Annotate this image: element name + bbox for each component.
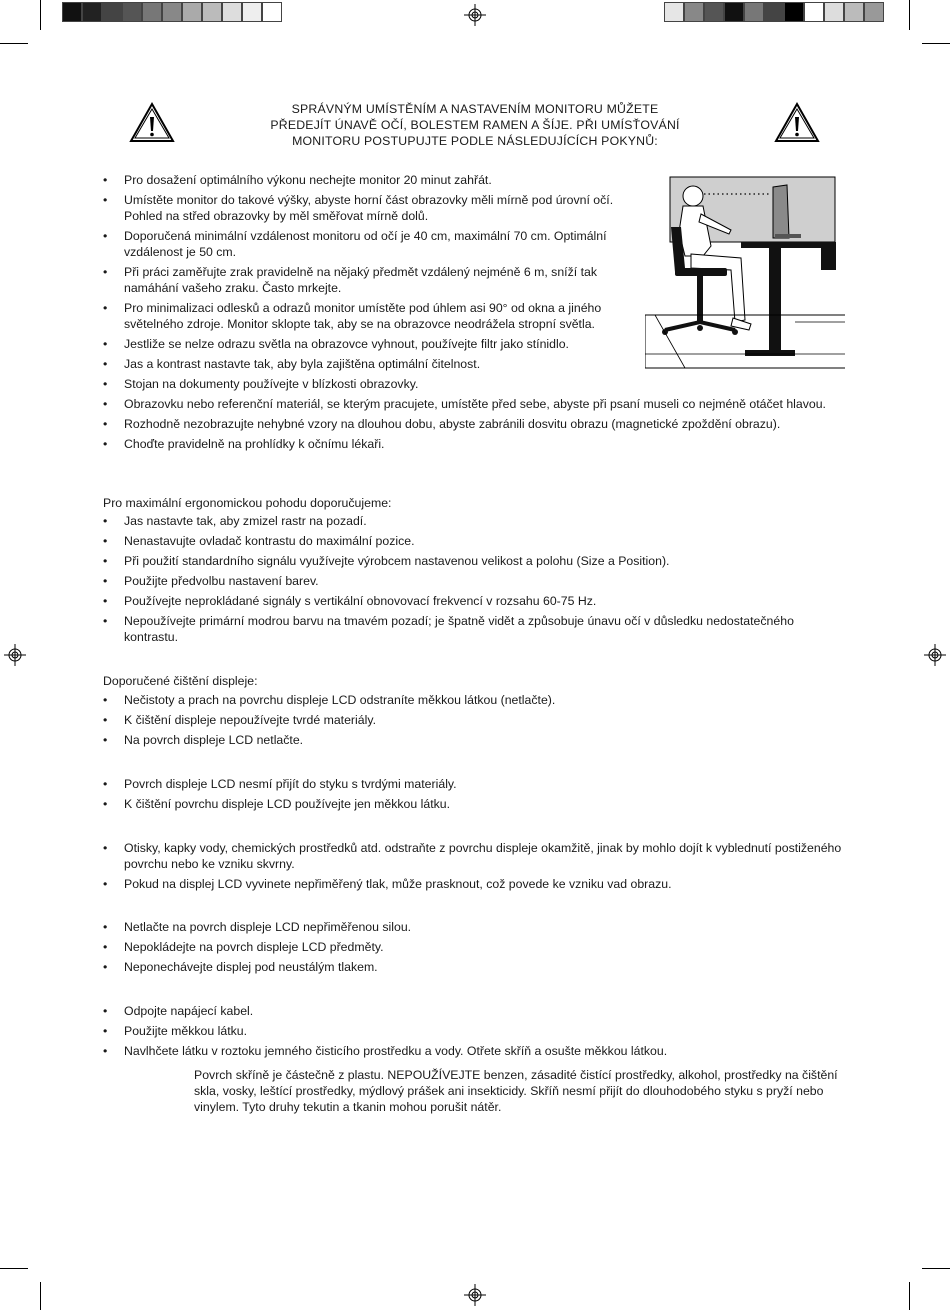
list-item: • Umístěte monitor do takové výšky, abyste horní část obrazovky měli mírně pod úrovní očí. Pohled na střed obrazovky by měl směřovat mírně dolů. [103, 192, 644, 224]
registration-mark-icon [464, 1284, 486, 1306]
list-item: • Nenastavujte ovladač kontrastu do maximální pozice. [103, 533, 843, 549]
list-item: • Nepokládejte na povrch displeje LCD předměty. [103, 939, 843, 955]
warning-triangle-icon [129, 101, 175, 143]
list-item: • Pro minimalizaci odlesků a odrazů monitor umístěte pod úhlem asi 90° od okna a jiného světelného zdroje. Monitor sklopte tak, aby se na obrazovce neodrážela stropní světla. [103, 300, 644, 332]
color-swatch [704, 2, 724, 22]
list-item: • Stojan na dokumenty používejte v blízkosti obrazovky. [103, 376, 838, 392]
warning-heading-line: MONITORU POSTUPUJTE PODLE NÁSLEDUJÍCÍCH POKYNŮ: [292, 134, 658, 148]
crop-mark [0, 1268, 28, 1269]
list-item: • Nečistoty a prach na povrchu displeje LCD odstraníte měkkou látkou (netlačte). [103, 692, 843, 708]
color-swatch [844, 2, 864, 22]
list-item: • Jestliže se nelze odrazu světla na obrazovce vyhnout, používejte filtr jako stínidlo. [103, 336, 644, 352]
cleaning-list-3 [103, 840, 843, 896]
list-item: • Povrch displeje LCD nesmí přijít do styku s tvrdými materiály. [103, 776, 843, 792]
list-item: • Používejte neprokládané signály s vertikální obnovovací frekvencí v rozsahu 60-75 Hz. [103, 593, 843, 609]
warning-heading [250, 101, 700, 149]
list-item: • K čištění povrchu displeje LCD používejte jen měkkou látku. [103, 796, 843, 812]
color-swatch [764, 2, 784, 22]
list-item: • Pokud na displej LCD vyvinete nepřiměřený tlak, může prasknout, což povede ke vzniku vad obrazu. [103, 876, 843, 892]
list-item: • Otisky, kapky vody, chemických prostředků atd. odstraňte z povrchu displeje okamžitě, jinak by mohlo dojít k vyblednutí postiženého povrchu nebo ke vzniku skvrny. [103, 840, 843, 872]
color-swatch [162, 2, 182, 22]
list-item: • Použijte měkkou látku. [103, 1023, 843, 1039]
crop-mark [40, 0, 41, 30]
crop-mark [909, 0, 910, 30]
color-swatch [824, 2, 844, 22]
list-item: • Obrazovku nebo referenční materiál, se kterým pracujete, umístěte před sebe, abyste při psaní museli co nejméně otáčet hlavou. [103, 396, 838, 412]
list-item: • Choďte pravidelně na prohlídky k očnímu lékaři. [103, 436, 838, 452]
cleaning-list-2 [103, 776, 843, 816]
list-item: • Neponechávejte displej pod neustálým tlakem. [103, 959, 843, 975]
registration-mark-icon [4, 644, 26, 666]
warning-triangle-icon [774, 101, 820, 143]
warning-heading-line: PŘEDEJÍT ÚNAVĚ OČÍ, BOLESTEM RAMEN A ŠÍJE. PŘI UMÍSŤOVÁNÍ [270, 118, 680, 132]
list-item: • Při práci zaměřujte zrak pravidelně na nějaký předmět vzdálený nejméně 6 m, sníží tak namáhání vašeho zraku. Často mrkejte. [103, 264, 644, 296]
list-item: • Rozhodně nezobrazujte nehybné vzory na dlouhou dobu, abyste zabránili dosvitu obrazu (magnetické zpoždění obrazu). [103, 416, 838, 432]
ergonomic-settings-list [103, 513, 843, 649]
color-swatch [122, 2, 142, 22]
list-item: • Pro dosažení optimálního výkonu nechejte monitor 20 minut zahřát. [103, 172, 644, 188]
color-swatch [102, 2, 122, 22]
crop-mark [0, 43, 28, 44]
color-swatch [664, 2, 684, 22]
cleaning-intro: Doporučené čištění displeje: [103, 674, 258, 688]
color-swatch [142, 2, 162, 22]
cleaning-list-5 [103, 1003, 843, 1063]
color-swatch [784, 2, 804, 22]
list-item: • Nepoužívejte primární modrou barvu na tmavém pozadí; je špatně vidět a způsobuje únavu očí v důsledku nedostatečného kontrastu. [103, 613, 843, 645]
list-item: • Doporučená minimální vzdálenost monitoru od očí je 40 cm, maximální 70 cm. Optimální vzdálenost je 50 cm. [103, 228, 644, 260]
color-swatch [804, 2, 824, 22]
color-swatch [82, 2, 102, 22]
list-item: • Netlačte na povrch displeje LCD nepřiměřenou silou. [103, 919, 843, 935]
color-swatch [724, 2, 744, 22]
color-swatch [262, 2, 282, 22]
cleaning-list-1 [103, 692, 843, 752]
list-item: • Odpojte napájecí kabel. [103, 1003, 843, 1019]
color-swatch [62, 2, 82, 22]
color-calibration-bar-left [62, 2, 282, 22]
registration-mark-icon [464, 4, 486, 26]
color-swatch [684, 2, 704, 22]
crop-mark [40, 1282, 41, 1310]
color-swatch [222, 2, 242, 22]
crop-mark [922, 1268, 950, 1269]
list-item: • Na povrch displeje LCD netlačte. [103, 732, 843, 748]
list-item: • Jas a kontrast nastavte tak, aby byla zajištěna optimální čitelnost. [103, 356, 838, 372]
color-swatch [744, 2, 764, 22]
ergonomics-intro: Pro maximální ergonomickou pohodu doporučujeme: [103, 496, 392, 510]
list-item: • K čištění displeje nepoužívejte tvrdé materiály. [103, 712, 843, 728]
registration-mark-icon [924, 644, 946, 666]
color-swatch [182, 2, 202, 22]
list-item: • Jas nastavte tak, aby zmizel rastr na pozadí. [103, 513, 843, 529]
color-calibration-bar-right [664, 2, 884, 22]
crop-mark [922, 43, 950, 44]
crop-mark [909, 1282, 910, 1310]
ergonomics-tips-list [103, 172, 838, 456]
warning-heading-line: SPRÁVNÝM UMÍSTĚNÍM A NASTAVENÍM MONITORU MŮŽETE [291, 102, 659, 116]
list-item: • Navlhčete látku v roztoku jemného čisticího prostředku a vody. Otřete skříň a osušte měkkou látkou. [103, 1043, 843, 1059]
list-item: • Při použití standardního signálu využívejte výrobcem nastavenou velikost a polohu (Size a Position). [103, 553, 843, 569]
cleaning-list-4 [103, 919, 843, 979]
list-item: • Použijte předvolbu nastavení barev. [103, 573, 843, 589]
color-swatch [242, 2, 262, 22]
color-swatch [864, 2, 884, 22]
cabinet-cleaning-note: Povrch skříně je částečně z plastu. NEPOUŽÍVEJTE benzen, zásadité čistící prostředky, alkohol, prostředky na čištění skla, vosky, leštící prostředky, mýdlový prášek ani insekticidy. Skříň nesmí přijít do dlouhodobého styku s pryží nebo vinylem. Tyto druhy tekutin a tkanin mohou porušit nátěr. [194, 1068, 838, 1114]
color-swatch [202, 2, 222, 22]
